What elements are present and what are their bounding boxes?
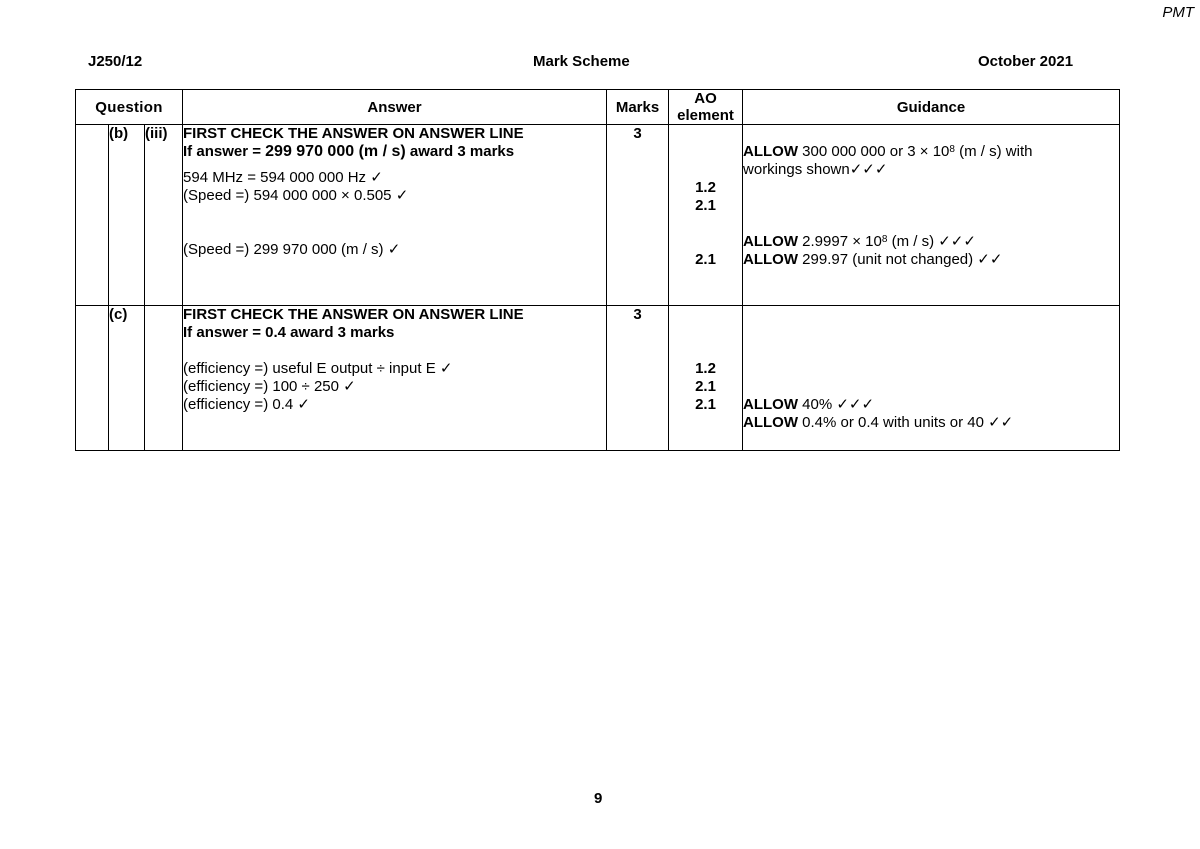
answer-check-instruction: FIRST CHECK THE ANSWER ON ANSWER LINE <box>183 306 524 323</box>
guidance-text: 299.97 (unit not changed) ✓✓ <box>802 251 1003 268</box>
question-part: (c) <box>109 306 145 451</box>
marks-value: 3 <box>607 125 669 306</box>
table-row <box>76 125 1120 306</box>
guidance-column-header: Guidance <box>743 90 1120 125</box>
answer-step-1: 594 MHz = 594 000 000 Hz ✓ <box>183 169 383 186</box>
ao-value: 2.1 <box>695 396 716 413</box>
question-column-header: Question <box>76 90 183 125</box>
ao-cell <box>669 306 743 451</box>
ao-cell <box>669 125 743 306</box>
ao-value: 1.2 <box>695 179 716 196</box>
exponent: 8 <box>949 144 955 155</box>
allow-label: ALLOW <box>743 143 798 160</box>
guidance-allow-2 <box>743 414 1119 432</box>
guidance-cell <box>743 306 1120 451</box>
answer-if-suffix: award 3 marks <box>409 143 515 160</box>
question-blank-cell <box>76 125 109 306</box>
marks-value: 3 <box>607 306 669 451</box>
marks-column-header: Marks <box>607 90 669 125</box>
answer-column-header: Answer <box>183 90 607 125</box>
answer-if-line: If answer = 0.4 award 3 marks <box>183 324 395 341</box>
answer-step-2: (efficiency =) 100 ÷ 250 ✓ <box>183 378 356 395</box>
answer-step-3: (efficiency =) 0.4 ✓ <box>183 396 310 413</box>
answer-cell <box>183 306 607 451</box>
table-row <box>76 306 1120 451</box>
exam-date: October 2021 <box>978 53 1074 70</box>
answer-step-3: (Speed =) 299 970 000 (m / s) ✓ <box>183 241 401 258</box>
ao-element-column-header <box>669 90 743 125</box>
allow-label: ALLOW <box>743 233 798 250</box>
ao-header-line2: element <box>677 107 734 124</box>
answer-if-value: 299 970 000 (m / s) <box>265 143 406 160</box>
guidance-allow-1-cont: workings shown✓✓✓ <box>743 161 888 178</box>
guidance-cell <box>743 125 1120 306</box>
guidance-allow-3 <box>743 251 1119 269</box>
guidance-text: (m / s) with <box>959 143 1033 160</box>
answer-step-2: (Speed =) 594 000 000 × 0.505 ✓ <box>183 187 409 204</box>
mark-scheme-table <box>75 89 1120 451</box>
guidance-allow-2 <box>743 233 1119 251</box>
document-title: Mark Scheme <box>533 53 630 70</box>
ao-value: 2.1 <box>695 197 716 214</box>
question-blank-cell <box>76 306 109 451</box>
ao-header-line1: AO <box>694 90 717 107</box>
question-part: (b) <box>109 125 145 306</box>
guidance-text: 2.9997 × 10 <box>802 233 882 250</box>
answer-check-instruction: FIRST CHECK THE ANSWER ON ANSWER LINE <box>183 125 524 142</box>
guidance-text: (m / s) ✓✓✓ <box>891 233 976 250</box>
guidance-text: 0.4% or 0.4 with units or 40 ✓✓ <box>802 414 1014 431</box>
exponent: 8 <box>881 234 888 245</box>
ao-value: 2.1 <box>695 378 716 395</box>
question-subpart: (iii) <box>145 125 183 306</box>
guidance-allow-1 <box>743 396 1119 414</box>
allow-label: ALLOW <box>743 251 798 268</box>
question-subpart <box>145 306 183 451</box>
page-number: 9 <box>594 790 603 807</box>
ao-value: 1.2 <box>695 360 716 377</box>
answer-cell <box>183 125 607 306</box>
allow-label: ALLOW <box>743 414 798 431</box>
answer-step-1: (efficiency =) useful E output ÷ input E ✓ <box>183 360 453 377</box>
pmt-watermark: PMT <box>1162 4 1194 21</box>
ao-value: 2.1 <box>695 251 716 268</box>
answer-if-prefix: If answer = <box>183 143 261 160</box>
paper-code: J250/12 <box>88 53 143 70</box>
answer-if-line <box>183 143 606 161</box>
guidance-text: 40% ✓✓✓ <box>802 396 875 413</box>
table-header-row <box>76 90 1120 125</box>
allow-label: ALLOW <box>743 396 798 413</box>
guidance-allow-1 <box>743 143 1119 161</box>
guidance-text: 300 000 000 or 3 × 10 <box>802 143 950 160</box>
